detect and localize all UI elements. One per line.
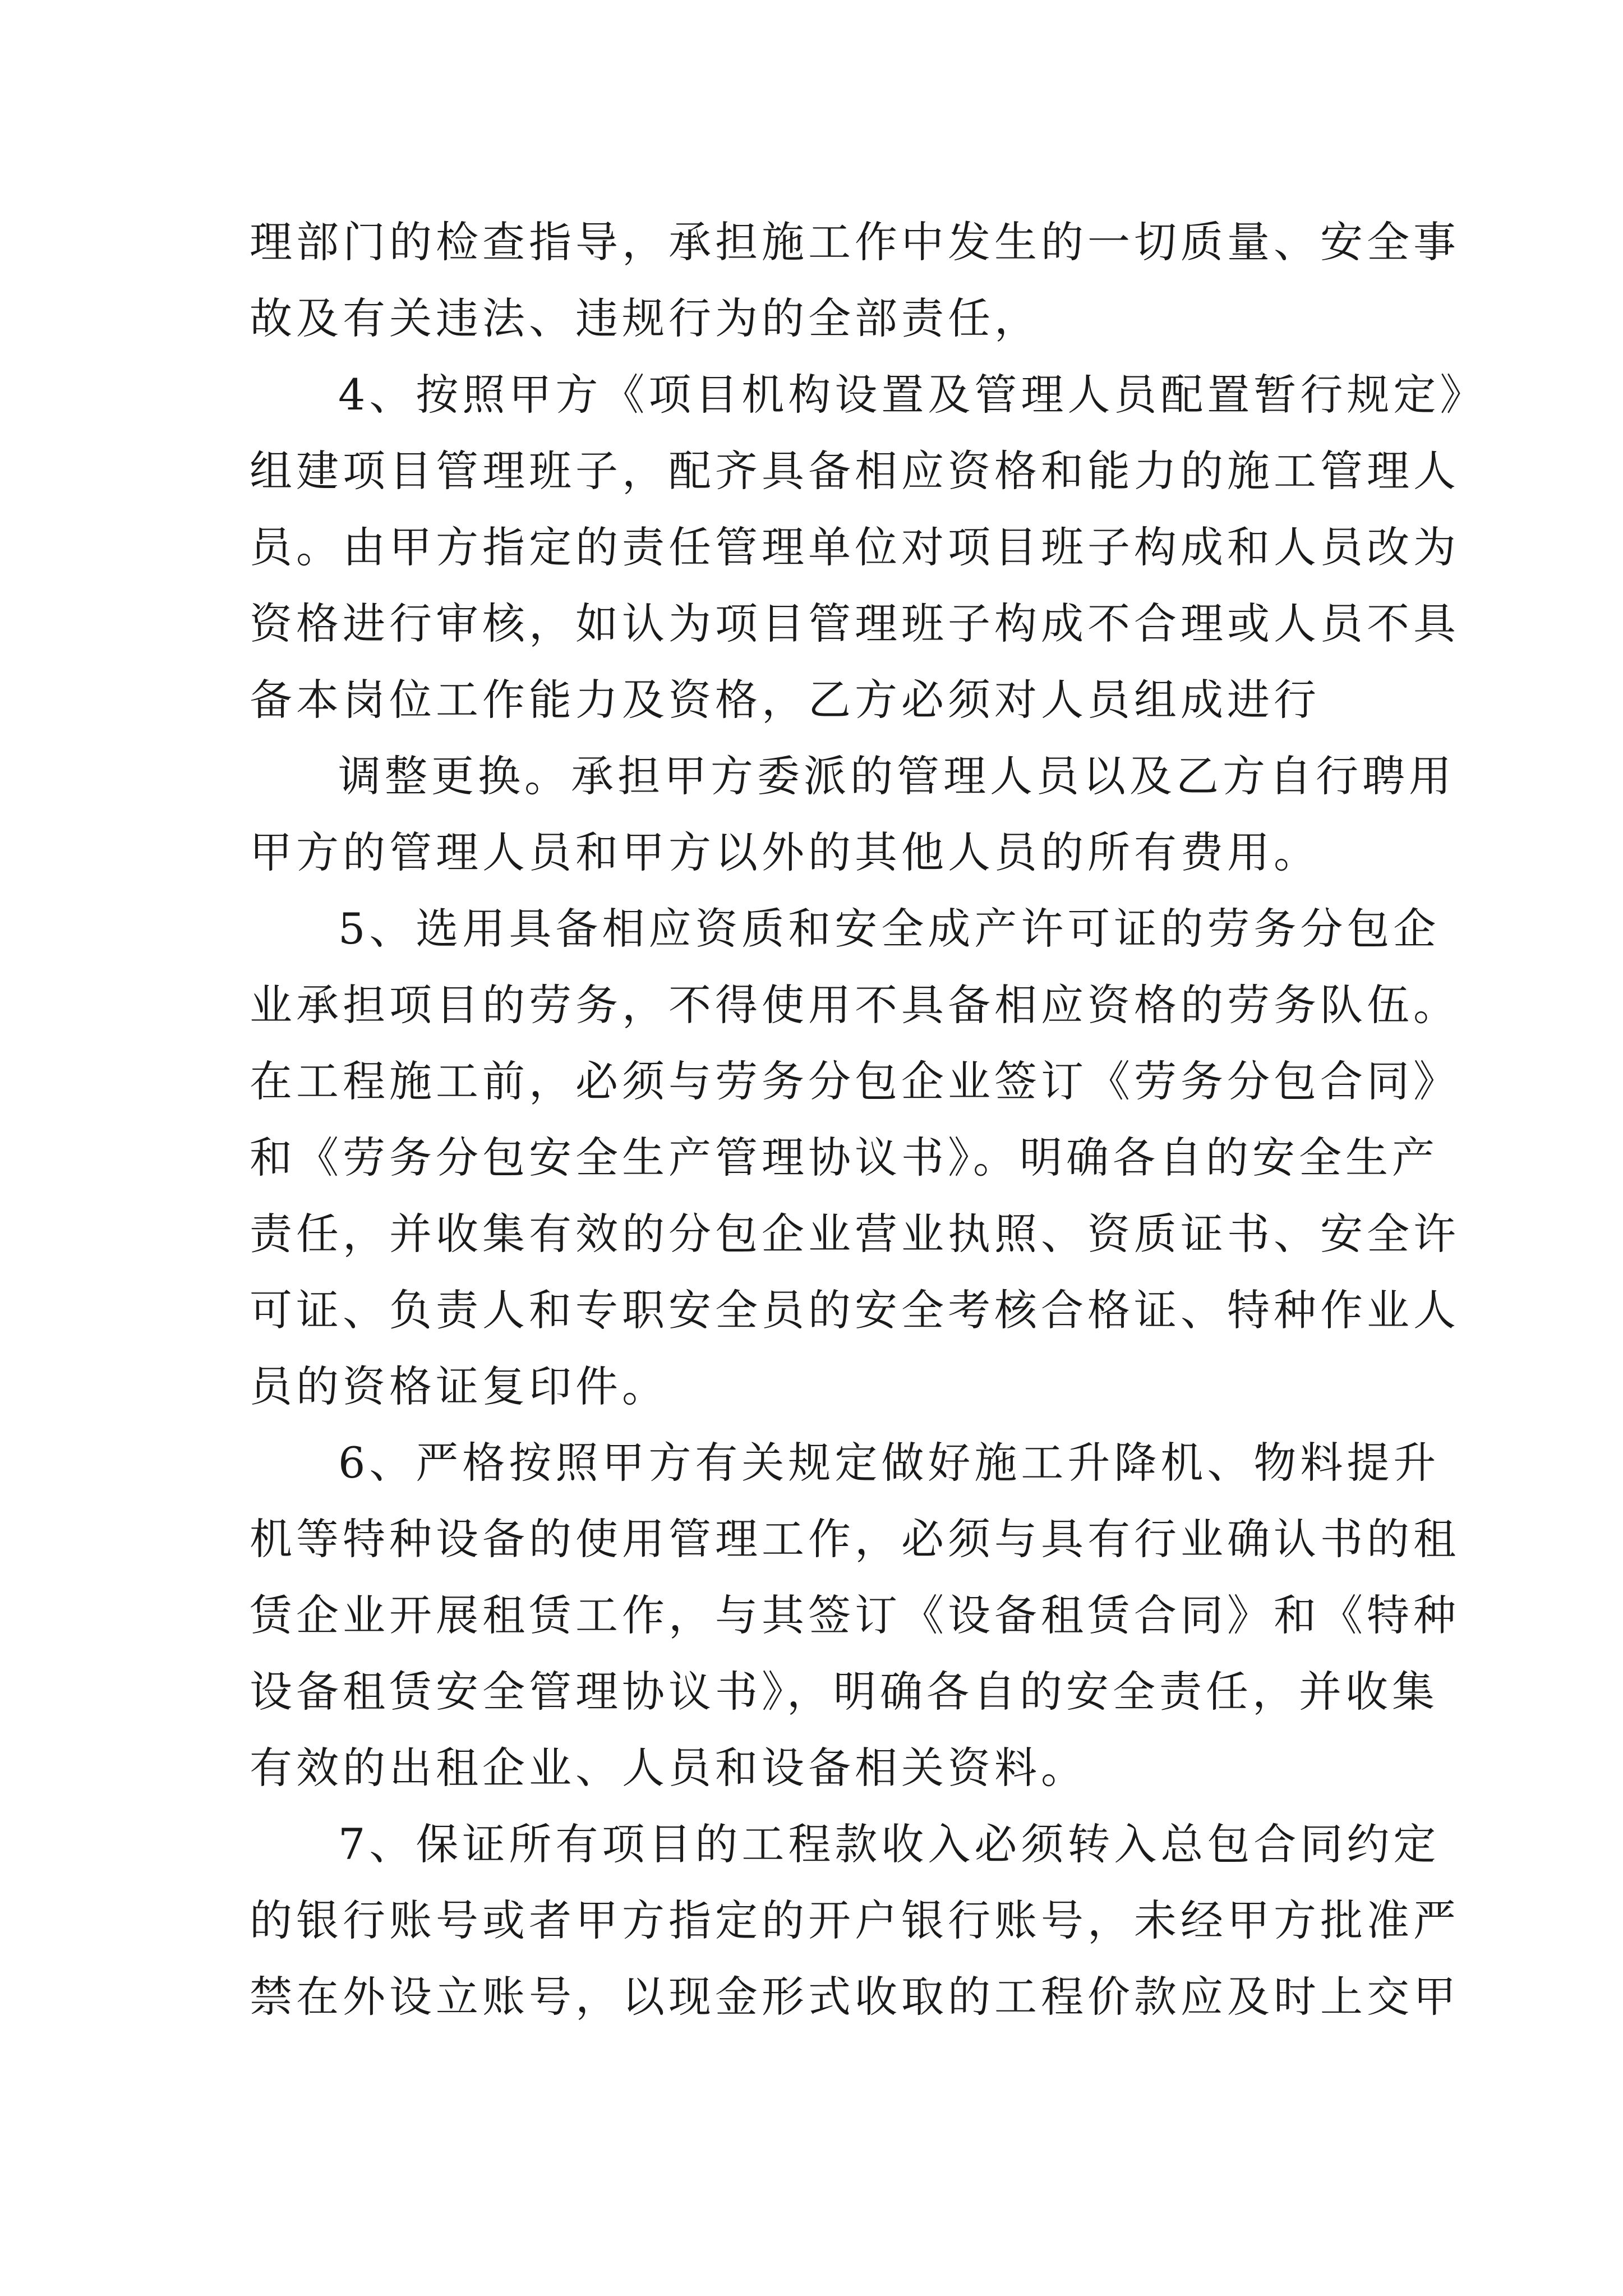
text-line: 机等特种设备的使用管理工作，必须与具有行业确认书的租 xyxy=(250,1514,1460,1564)
text-line: 故及有关违法、违规行为的全部责任， xyxy=(250,293,1041,343)
text-line: 组建项目管理班子，配齐具备相应资格和能力的施工管理人 xyxy=(250,446,1460,496)
text-line: 赁企业开展租赁工作，与其签订《设备租赁合同》和《特种 xyxy=(250,1590,1460,1640)
text-line: 资格进行审核，如认为项目管理班子构成不合理或人员不具 xyxy=(250,599,1460,648)
text-line: 有效的出租企业、人员和设备相关资料。 xyxy=(250,1743,1087,1793)
text-line: 禁在外设立账号，以现金形式收取的工程价款应及时上交甲 xyxy=(250,1972,1460,2022)
text-line: 员的资格证复印件。 xyxy=(250,1361,668,1411)
text-line: 可证、负责人和专职安全员的安全考核合格证、特种作业人 xyxy=(250,1285,1460,1335)
text-line: 7、保证所有项目的工程款收入必须转入总包合同约定 xyxy=(338,1819,1440,1869)
text-line: 甲方的管理人员和甲方以外的其他人员的所有费用。 xyxy=(250,827,1320,877)
text-line: 业承担项目的劳务，不得使用不具备相应资格的劳务队伍。 xyxy=(250,980,1460,1030)
text-line: 责任，并收集有效的分包企业营业执照、资质证书、安全许 xyxy=(250,1209,1460,1259)
text-line: 和《劳务分包安全生产管理协议书》。明确各自的安全生产 xyxy=(250,1133,1438,1182)
text-line: 员。由甲方指定的责任管理单位对项目班子构成和人员改为 xyxy=(250,522,1460,572)
text-line: 5、选用具备相应资质和安全成产许可证的劳务分包企 xyxy=(338,904,1440,954)
text-line: 4、按照甲方《项目机构设置及管理人员配置暂行规定》 xyxy=(338,370,1487,420)
text-line: 调整更换。承担甲方委派的管理人员以及乙方自行聘用 xyxy=(338,751,1455,801)
text-line: 设备租赁安全管理协议书》，明确各自的安全责任，并收集 xyxy=(250,1667,1438,1717)
text-line: 6、严格按照甲方有关规定做好施工升降机、物料提升 xyxy=(338,1438,1440,1488)
text-line: 的银行账号或者甲方指定的开户银行账号，未经甲方批准严 xyxy=(250,1895,1460,1945)
text-line: 理部门的检查指导，承担施工作中发生的一切质量、安全事 xyxy=(250,217,1460,267)
text-line: 在工程施工前，必须与劳务分包企业签订《劳务分包合同》 xyxy=(250,1056,1460,1106)
text-line: 备本岗位工作能力及资格，乙方必须对人员组成进行 xyxy=(250,675,1320,725)
